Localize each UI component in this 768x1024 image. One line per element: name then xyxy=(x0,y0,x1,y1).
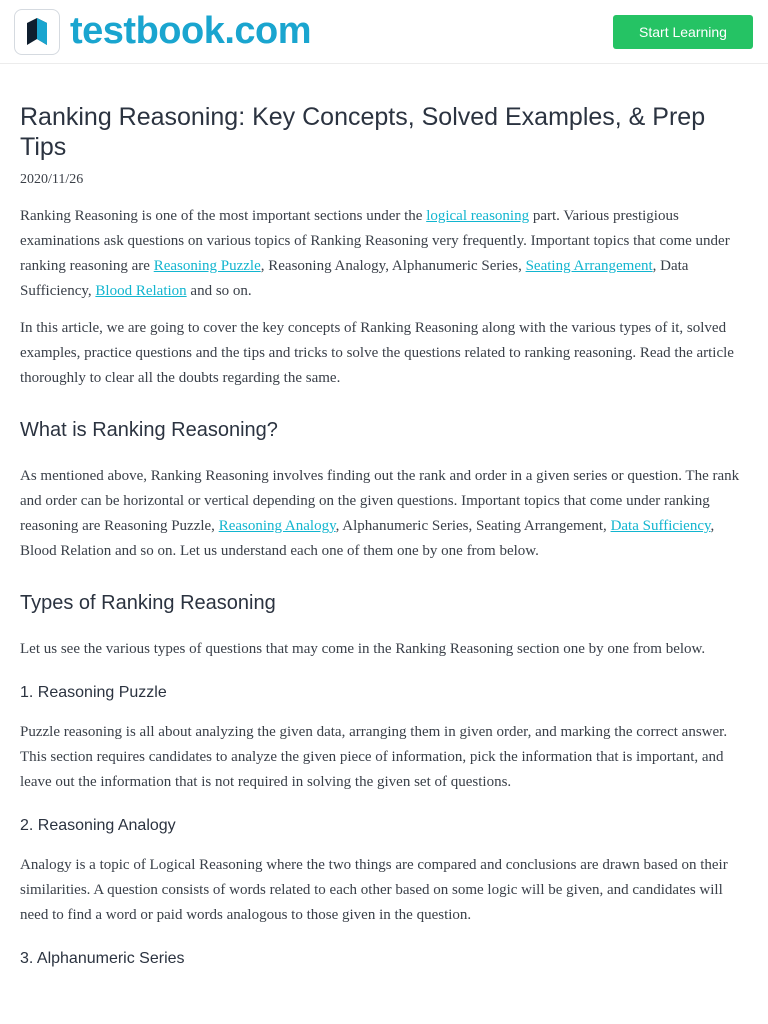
link-blood-relation[interactable]: Blood Relation xyxy=(95,283,187,299)
heading-what-is-ranking-reasoning: What is Ranking Reasoning? xyxy=(20,419,278,441)
heading-reasoning-puzzle: 1. Reasoning Puzzle xyxy=(20,684,167,701)
intro-paragraph-2: In this article, we are going to cover the key concepts of Ranking Reasoning along with the various types of it, solved examples, practice questions and the tips and tricks to solve the questions related to ranking reasoning. Read the article thoroughly to clear all the doubts regarding the same. xyxy=(20,320,734,386)
article xyxy=(0,102,768,968)
heading-types-of-ranking-reasoning: Types of Ranking Reasoning xyxy=(20,592,276,614)
testbook-logo-icon xyxy=(14,9,60,55)
brand-link[interactable] xyxy=(14,9,311,55)
types-intro-paragraph: Let us see the various types of questions that may come in the Ranking Reasoning section one by one from below. xyxy=(20,641,706,657)
link-logical-reasoning[interactable]: logical reasoning xyxy=(426,208,530,224)
link-data-sufficiency[interactable]: Data Sufficiency xyxy=(610,518,711,534)
article-title: Ranking Reasoning: Key Concepts, Solved Examples, & Prep Tips xyxy=(20,103,706,161)
what-paragraph: As mentioned above, Ranking Reasoning involves finding out the rank and order in a given series or question. The rank and order can be horizontal or vertical depending on the given questions. Important topics that come under ranking reasoning are Reasoning Puzzle, Reasoning Analogy, Alphanumeric Series, Seating Arrangement, Data Sufficiency, Blood Relation and so on. Let us understand each one of them one by one from below. xyxy=(20,468,740,559)
article-date: 2020/11/26 xyxy=(20,172,84,187)
intro-paragraph: Ranking Reasoning is one of the most important sections under the logical reasoning part. Various prestigious examinations ask questions on various topics of Ranking Reasoning very frequently. Important topics that come under ranking reasoning are Reasoning Puzzle, Reasoning Analogy, Alphanumeric Series, Seating Arrangement, Data Sufficiency, Blood Relation and so on. xyxy=(20,208,730,299)
reasoning-puzzle-paragraph: Puzzle reasoning is all about analyzing the given data, arranging them in given order, and marking the correct answer. This section requires candidates to analyze the given piece of information, pick the information that is important, and leave out the information that is not required in solving the given set of questions. xyxy=(20,724,728,790)
reasoning-analogy-paragraph: Analogy is a topic of Logical Reasoning where the two things are compared and conclusions are drawn based on their similarities. A question consists of words related to each other based on some logic will be given, and candidates will need to find a word or paid words analogous to those given in the question. xyxy=(20,857,728,923)
start-learning-button[interactable]: Start Learning xyxy=(613,15,753,49)
heading-reasoning-analogy: 2. Reasoning Analogy xyxy=(20,817,176,834)
site-header xyxy=(0,0,768,64)
link-seating-arrangement[interactable]: Seating Arrangement xyxy=(525,258,653,274)
heading-alphanumeric-series: 3. Alphanumeric Series xyxy=(20,950,185,967)
link-reasoning-puzzle[interactable]: Reasoning Puzzle xyxy=(153,258,261,274)
brand-name: testbook.com xyxy=(70,10,312,52)
link-reasoning-analogy[interactable]: Reasoning Analogy xyxy=(218,518,336,534)
